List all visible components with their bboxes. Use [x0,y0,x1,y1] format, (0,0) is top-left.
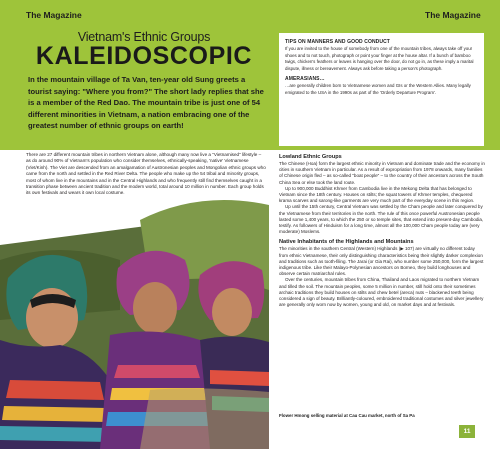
paragraph: Up to 900,000 Buddhist Khmer from Cambodia live in the Mekong Delta that has belonged to Vietnam since the 18th century. Houses on stilts; the squat towers of Khmer temples, chequered krama scarves and sarong-like garments are very much part of the everyday scene in this region. [279,185,475,204]
section-body [279,161,485,235]
amerasians-title: AMERASIANS… [285,76,325,82]
running-head-left: The Magazine [26,10,82,20]
section-heading: Native Inhabitants of the Highlands and Mountains [279,239,414,246]
page-number: 11 [459,425,475,438]
tip-box [279,33,484,146]
article-intro: In the mountain village of Ta Van, ten-year old Sung greets a tourist saying: "Where you from?" The short lady replies that she is a member of the Red Dao. The mountain tribe is just one of 54 different minorities in Vietnam, a nation embracing one of the greatest number of ethnic groups on earth! [28,75,264,130]
paragraph: The minorities in the southern Central (Western) Highlands (▶ 107) are virtually no different today from ethnic Vietnamese, their only distinguishing characteristics being their slightly darker complexion and traditions such as tooth-filing. The Jarai (or Gia Rai), who number some 250,000, form the largest indigenous tribe. Like their Malayo-Polynesian ancestors on Borneo, they build longhouses and observe certain matriarchal rules. [279,246,484,277]
paragraph: The Chinese (Hoa) form the largest ethnic minority in Vietnam and dominate trade and the economy in cities in southern Vietnam in particular. As a result of expropriation from 1978 onwards, many families of Chinese origin fled – as so-called "boat people" – to the country of their ancestors across the South China Sea or else took the land route. [279,161,485,185]
photo-caption: Flower Hmong selling material at Cau Cau market, north of Sa Pa [279,413,415,418]
section-heading: Lowland Ethnic Groups [279,154,342,160]
paragraph: Over the centuries, mountain tribes from China, Thailand and Laos migrated to northern Vietnam and tilled the soil. The mountain peoples, some 5 million in number, still hold onto their sometimes archaic traditions they build houses on stilts and chew betel (areca) nuts – blackened teeth being considered a sign of beauty. Brilliantly-coloured, embroidered traditional costumes and silver jewellery are generally only worn now by women, young and old, on market days and at festivals. [279,277,484,308]
intro-body-text: There are 27 different mountain tribes in northern Vietnam alone, although many now live a "Vietnamised" lifestyle – as do around 90% of Vietnam's population who consider themselves, ethnically-speaking, 'native' Vietnamese (Viet/Kinh). The Viet are descended from an amalgamation of Austronesian peoples and Mongolian ethnic groups who came from the north and settled in the Red River Delta. The people who make up the 54 tribal and minority groups, most of whom live in the mountains and in the Central Highlands and who frequently still find themselves caught in a transition phase between ancient tradition and the modern world, total around 10 million in number. Each group holds its own festivals and wears it own local costume. [26,152,266,196]
tip-text: If you are invited to the house of somebody from one of the mountain tribes, always take off your shoes and to not touch, photograph or point your finger at the house altar. If a bunch of bamboo twigs, chicken's feathers or leaves is hanging over the door, do not go in, as these imply a marital dispute, illness or bereavement. Always ask before taking a person's photograph. [285,46,474,71]
section-body [279,246,485,308]
tip-title: TIPS ON MANNERS AND GOOD CONDUCT [285,39,390,45]
article-headline: KALEIDOSCOPIC [35,42,253,70]
running-head-right: The Magazine [425,10,481,20]
paragraph: Up until the 15th century, Central Vietnam was settled by the Cham people and later conquered by the Vietnamese from their territories in the north. The rule of this once powerful Austronesian people lasted some 1,400 years, to which the 250 or so temple sites, that extend into present-day Cambodia, testify. As followers of Hinduism for a long time, almost all the 100,000 Cham people today are (very moderate) Moslems. [279,204,484,235]
amerasians-text: …are generally children born to Vietnamese women and GIs or the Western Allies. Many legally emigrated to the USA in the 1990s as part of the 'Orderly Departure Program'. [285,83,471,95]
article-body [279,152,485,308]
article-kicker: Vietnam's Ethnic Groups [77,30,211,44]
